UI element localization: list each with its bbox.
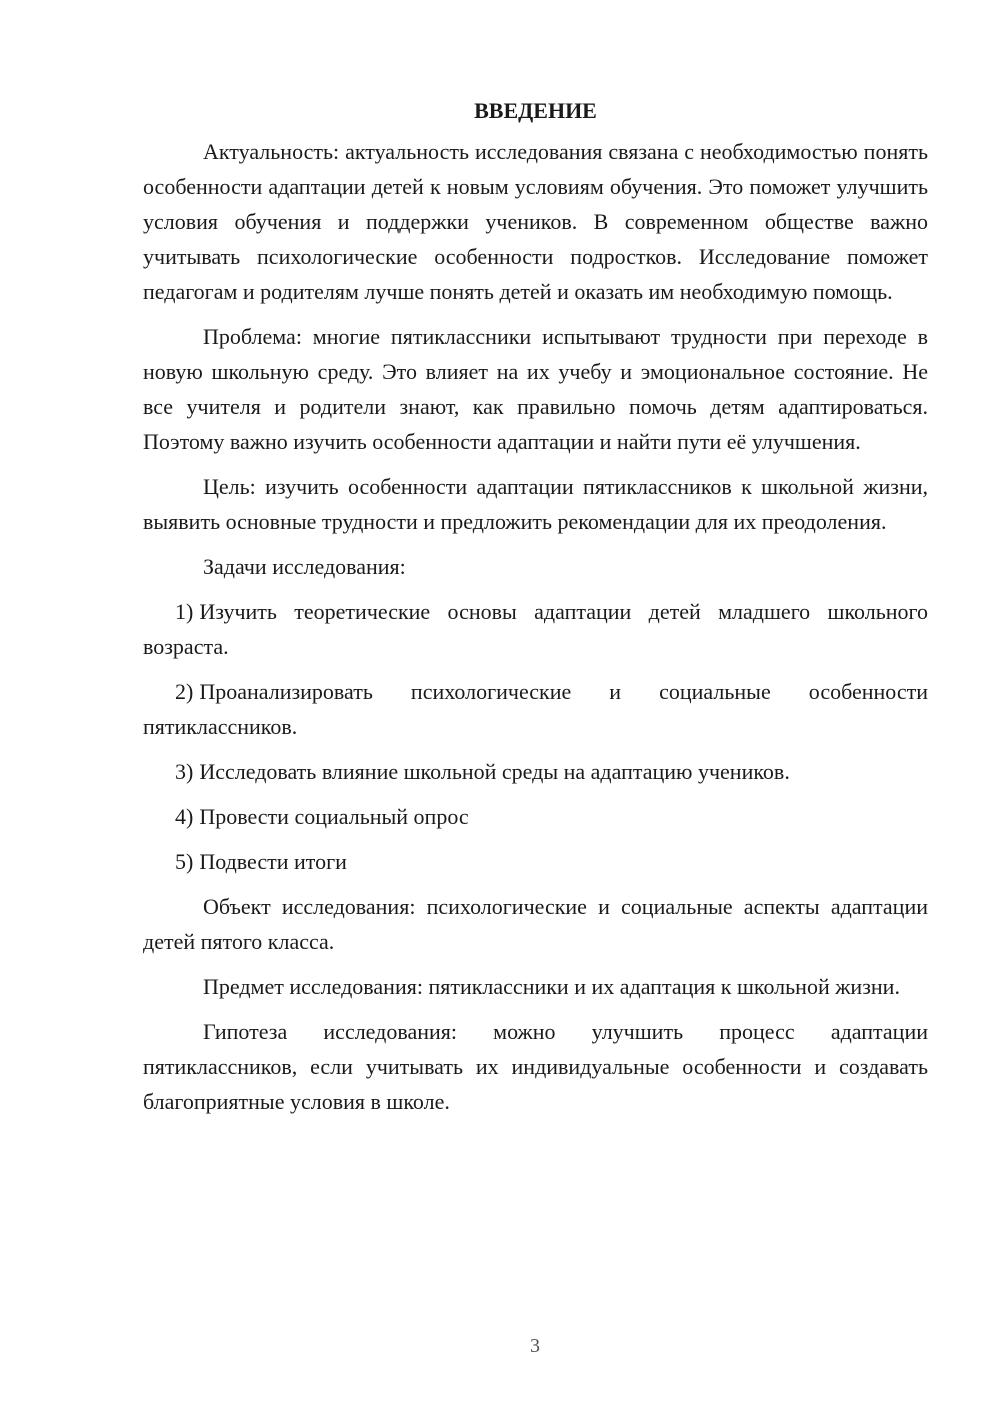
- paragraph-hypothesis: Гипотеза исследования: можно улучшить процесс адаптации пятиклассников, если учитывать их индивидуальные особенности и создавать благоприятные условия в школе.: [143, 1019, 928, 1114]
- list-item-text: Изучить теоретические основы адаптации детей младшего школьного возраста.: [143, 599, 928, 659]
- list-item-number: 3): [175, 759, 194, 784]
- paragraph-goal: Цель: изучить особенности адаптации пятиклассников к школьной жизни, выявить основные трудности и предложить рекомендации для их преодоления.: [143, 474, 928, 534]
- tasks-list: [143, 594, 928, 879]
- list-item-number: 4): [175, 804, 194, 829]
- list-item-number: 5): [175, 849, 194, 874]
- paragraph-object: Объект исследования: психологические и социальные аспекты адаптации детей пятого класса.: [143, 894, 928, 954]
- list-item: [143, 674, 928, 744]
- page-title: ВВЕДЕНИЕ: [474, 98, 597, 123]
- paragraph-subject: Предмет исследования: пятиклассники и их адаптация к школьной жизни.: [203, 974, 900, 999]
- paragraph-problem: Проблема: многие пятиклассники испытывают трудности при переходе в новую школьную среду. Это влияет на их учебу и эмоциональное состояние. Не все учителя и родители знают, как правильно помочь детям адаптироваться. Поэтому важно изучить особенности адаптации и найти пути её улучшения.: [143, 324, 928, 454]
- page-number: 3: [530, 1335, 540, 1357]
- list-item-text: Провести социальный опрос: [199, 804, 469, 829]
- list-item: [143, 754, 928, 789]
- list-item-text: Подвести итоги: [199, 849, 347, 874]
- list-item: [143, 799, 928, 834]
- paragraph-relevance: Актуальность: актуальность исследования связана с необходимостью понять особенности адаптации детей к новым условиям обучения. Это поможет улучшить условия обучения и поддержки учеников. В современном обществе важно учитывать психологические особенности подростков. Исследование поможет педагогам и родителям лучше понять детей и оказать им необходимую помощь.: [143, 139, 928, 304]
- list-item: [143, 844, 928, 879]
- tasks-title: Задачи исследования:: [203, 554, 406, 579]
- list-item-text: Проанализировать психологические и социальные особенности пятиклассников.: [143, 679, 928, 739]
- list-item-number: 2): [175, 679, 194, 704]
- list-item: [143, 594, 928, 664]
- list-item-number: 1): [175, 599, 194, 624]
- list-item-text: Исследовать влияние школьной среды на адаптацию учеников.: [199, 759, 790, 784]
- document-body: [143, 96, 928, 1129]
